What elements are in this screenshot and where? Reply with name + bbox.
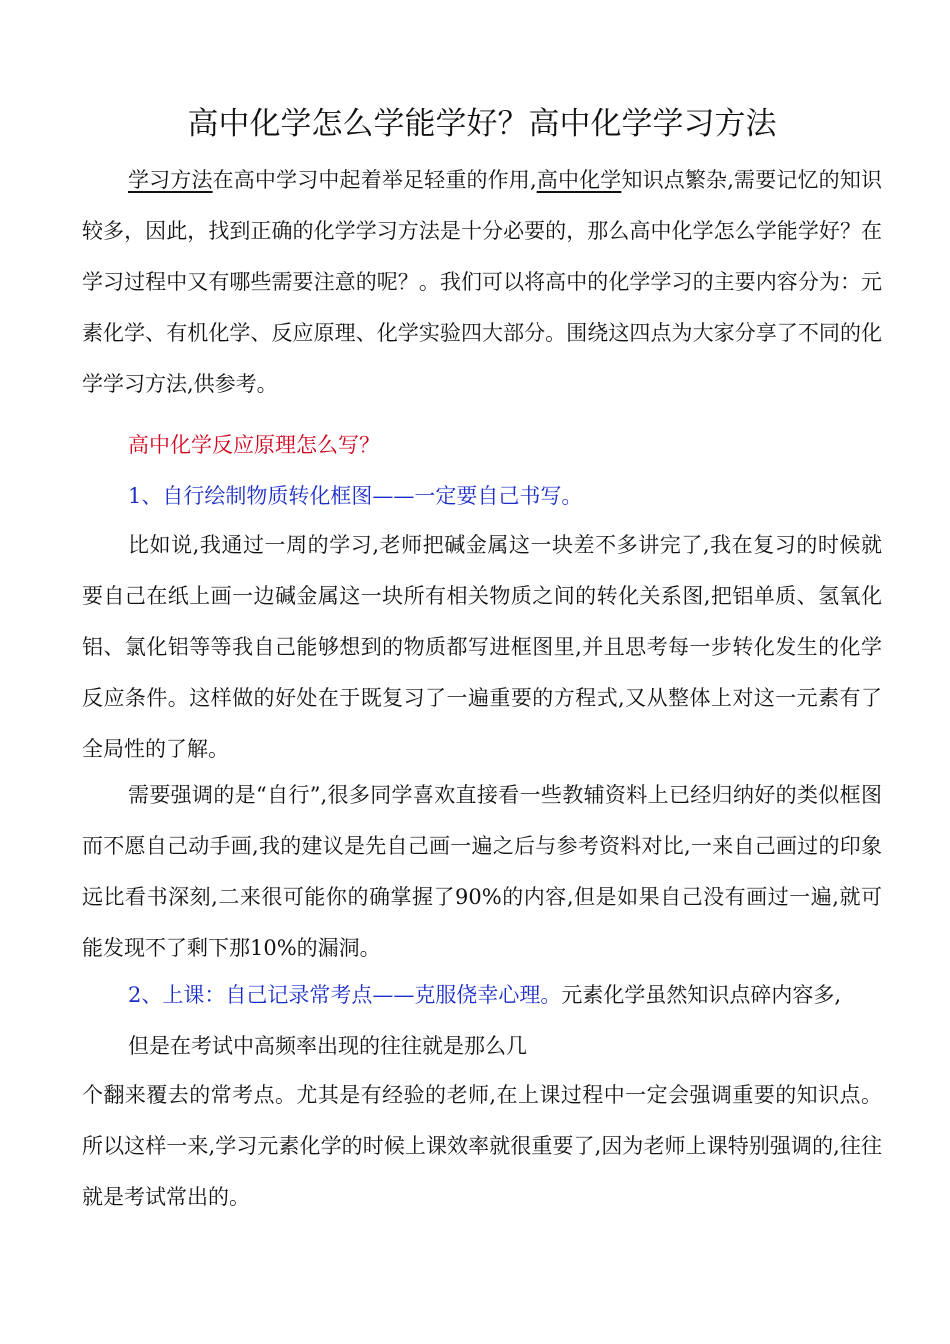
point2-heading: 2、上课：自己记录常考点——克服侥幸心理。 <box>128 983 562 1007</box>
point2-paragraph: 个翻来覆去的常考点。尤其是有经验的老师,在上课过程中一定会强调重要的知识点。所以这样一来,学习元素化学的时候上课效率就很重要了,因为老师上课特别强调的,往往就是考试常出的。 <box>82 1083 882 1209</box>
intro-paragraph <box>82 155 882 410</box>
page-title: 高中化学怎么学能学好？高中化学学习方法 <box>187 106 777 142</box>
high-school-chemistry-link[interactable]: 高中化学 <box>536 168 622 192</box>
study-method-link[interactable]: 学习方法 <box>128 168 213 192</box>
section-heading: 高中化学反应原理怎么写？ <box>128 433 380 457</box>
intro-text-2: 知识点繁杂,需要记忆的知识较多，因此，找到正确的化学学习方法是十分必要的，那么高中化学怎么学能学好？在学习过程中又有哪些需要注意的呢？。我们可以将高中的化学学习的主要内容分为：元素化学、有机化学、反应原理、化学实验四大部分。围绕这四点为大家分享了不同的化学学习方法,供参考。 <box>82 168 882 396</box>
point1-heading: 1、自行绘制物质转化框图——一定要自己书写。 <box>128 484 583 508</box>
point2-heading-line <box>128 970 928 1021</box>
point1-paragraph-1: 比如说,我通过一周的学习,老师把碱金属这一块差不多讲完了,我在复习的时候就要自己在纸上画一边碱金属这一块所有相关物质之间的转化关系图,把铝单质、氢氧化铝、氯化铝等等我自己能够想到的物质都写进框图里,并且思考每一步转化发生的化学反应条件。这样做的好处在于既复习了一遍重要的方程式,又从整体上对这一元素有了全局性的了解。 <box>82 533 883 761</box>
point1-paragraph-2: 需要强调的是“自行”,很多同学喜欢直接看一些教辅资料上已经归纳好的类似框图而不愿自己动手画,我的建议是先自己画一遍之后与参考资料对比,一来自己画过的印象远比看书深刻,二来很可能你的确掌握了90%的内容,但是如果自己没有画过一遍,就可能发现不了剩下那10%的漏洞。 <box>82 783 882 960</box>
point2-heading-tail: 元素化学虽然知识点碎内容多, <box>561 983 842 1007</box>
point2-line-2: 但是在考试中高频率出现的往往就是那么几 <box>128 1034 527 1058</box>
intro-text-1: 在高中学习中起着举足轻重的作用, <box>212 168 537 192</box>
